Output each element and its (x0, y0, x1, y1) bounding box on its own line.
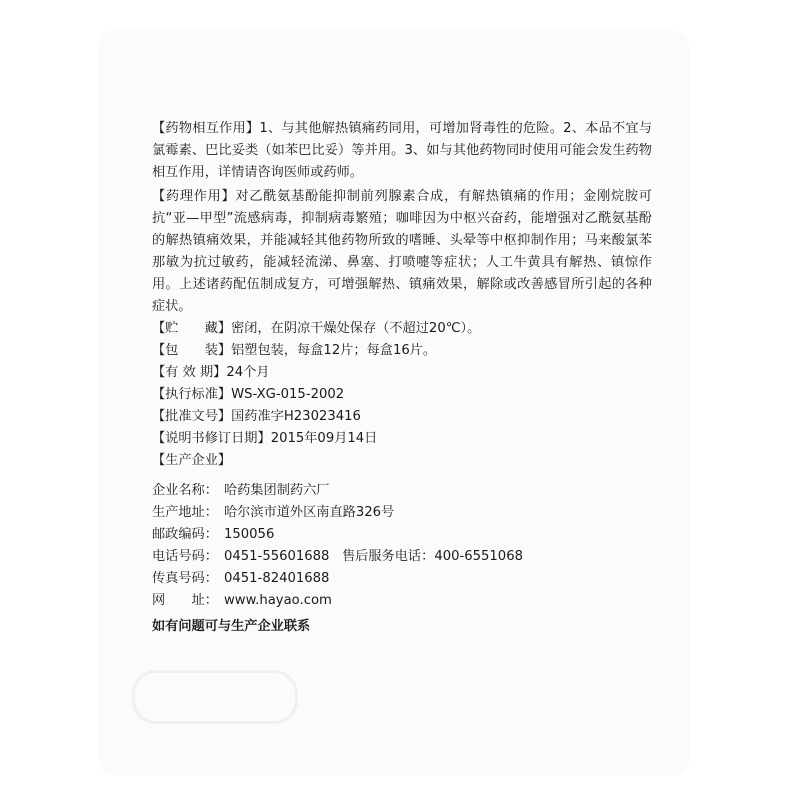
row-label: 电话号码： (152, 549, 218, 564)
field-value: 2015年09月14日 (270, 431, 378, 446)
field-label: 【贮 藏】 (152, 321, 232, 336)
row-label: 传真号码： (152, 571, 218, 586)
company-address-row (152, 502, 652, 524)
company-postcode-row (152, 524, 652, 546)
field-package (152, 340, 652, 362)
field-label: 【有 效 期】 (152, 365, 227, 380)
section-text: 对乙酰氨基酚能抑制前列腺素合成，有解热镇痛的作用；金刚烷胺可抗“亚—甲型”流感病毒，抑制病毒繁殖；咖啡因为中枢兴奋药，能增强对乙酰氨基酚的解热镇痛效果，并能减轻其他药物所致的嗜睡、头晕等中枢抑制作用；马来酸氯苯那敏为抗过敏药，能减轻流涕、鼻塞、打喷嚏等症状；人工牛黄具有解热、镇惊作用。上述诸药配伍制成复方，可增强解热、镇痛效果，解除或改善感冒所引起的各种症状。 (152, 189, 652, 314)
section-label: 【药物相互作用】 (152, 121, 260, 136)
field-label: 【说明书修订日期】 (152, 431, 271, 446)
field-value: 铝塑包装，每盒12片；每盒16片。 (231, 343, 437, 358)
service-phone (342, 546, 523, 568)
row-value: www.hayao.com (224, 593, 332, 608)
field-value: 密闭，在阴凉干燥处保存（不超过20℃）。 (231, 321, 481, 336)
company-info (152, 480, 652, 612)
field-value: 国药准字H23023416 (231, 409, 361, 424)
company-fax-row (152, 568, 652, 590)
field-standard (152, 384, 652, 406)
row-label: 网 址： (152, 593, 218, 608)
field-label: 【执行标准】 (152, 387, 232, 402)
row-value: 150056 (224, 527, 275, 542)
section-drug-interactions (152, 118, 652, 184)
field-label: 【批准文号】 (152, 409, 232, 424)
row-label: 企业名称： (152, 483, 218, 498)
footer-contact-note: 如有问题可与生产企业联系 (152, 619, 311, 634)
section-label: 【药理作用】 (152, 189, 236, 204)
row-value: 400-6551068 (434, 549, 523, 564)
leaflet-content (152, 118, 652, 638)
row-label: 邮政编码： (152, 527, 218, 542)
field-revision-date (152, 428, 652, 450)
row-value: 哈药集团制药六厂 (224, 483, 330, 498)
row-label: 售后服务电话： (342, 549, 435, 564)
section-text: 1、与其他解热镇痛药同用，可增加肾毒性的危险。2、本品不宜与氯霉素、巴比妥类（如苯巴比妥）等并用。3、如与其他药物同时使用可能会发生药物相互作用，详情请咨询医师或药师。 (152, 121, 653, 180)
company-phone-row (152, 546, 652, 568)
field-storage (152, 318, 652, 340)
row-value: 0451-82401688 (224, 571, 330, 586)
field-value: 24个月 (226, 365, 270, 380)
company-name-row (152, 480, 652, 502)
show-through-background (160, 62, 640, 102)
section-pharmacology (152, 186, 652, 318)
show-through-logo (132, 670, 298, 724)
row-value: 哈尔滨市道外区南直路326号 (224, 505, 395, 520)
field-approval (152, 406, 652, 428)
company-heading: 【生产企业】 (152, 453, 232, 468)
field-label: 【包 装】 (152, 343, 232, 358)
company-website-row (152, 590, 652, 612)
row-label: 生产地址： (152, 505, 218, 520)
field-expiry (152, 362, 652, 384)
row-value: 0451-55601688 (224, 549, 330, 564)
field-value: WS-XG-015-2002 (231, 387, 345, 402)
